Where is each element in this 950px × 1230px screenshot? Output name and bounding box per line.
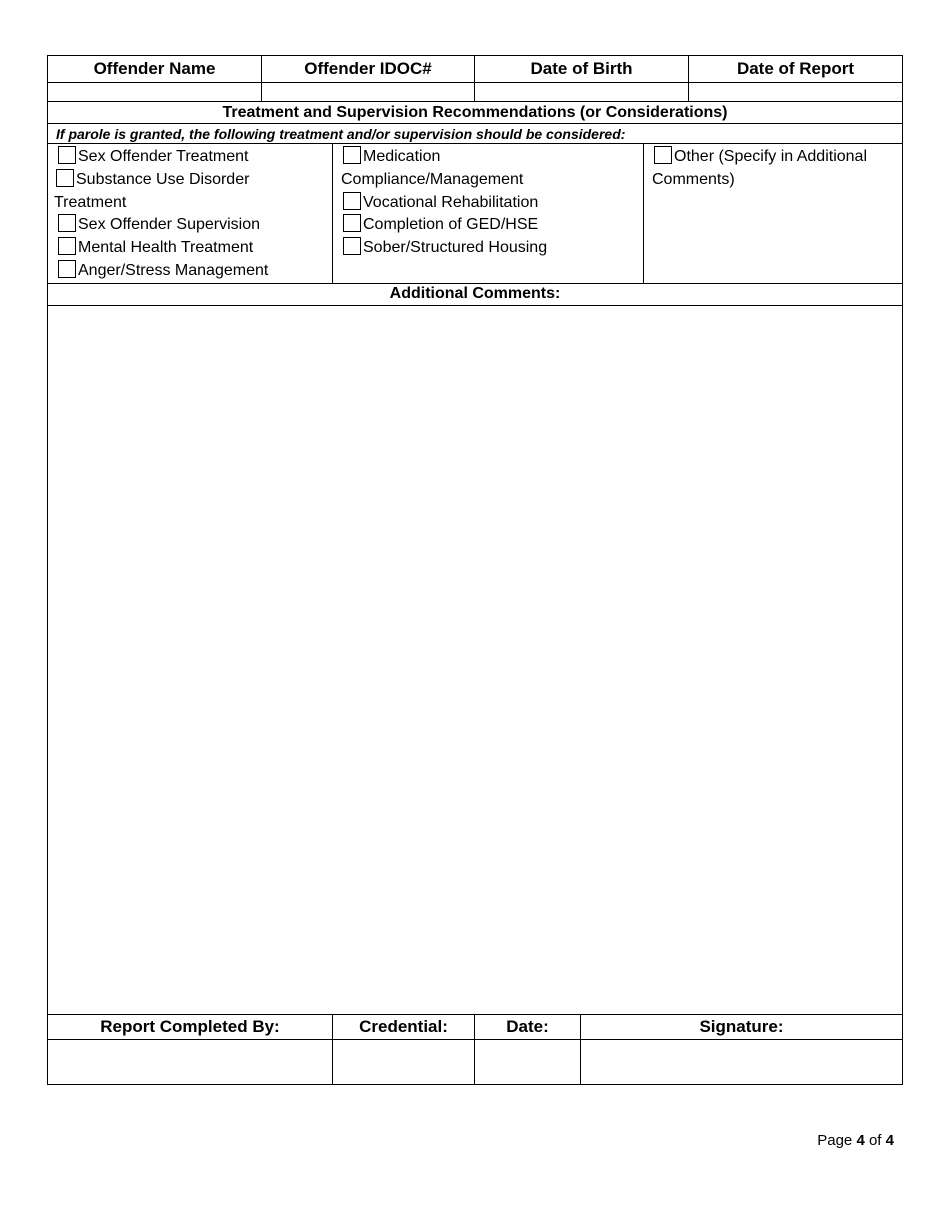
credential-header: Credential: (333, 1014, 475, 1039)
checkbox[interactable] (58, 146, 76, 164)
option-vocational-rehabilitation: Vocational Rehabilitation (341, 192, 635, 215)
options-column-1 (48, 144, 333, 284)
checkbox[interactable] (343, 192, 361, 210)
checkbox[interactable] (58, 237, 76, 255)
instruction-text: If parole is granted, the following treatment and/or supervision should be considered: (48, 124, 903, 144)
option-mental-health-treatment: Mental Health Treatment (56, 237, 324, 260)
checkbox[interactable] (654, 146, 672, 164)
checkbox[interactable] (343, 146, 361, 164)
offender-name-field[interactable] (48, 83, 262, 102)
report-completed-by-field[interactable] (48, 1039, 333, 1084)
option-sober-structured-housing: Sober/Structured Housing (341, 237, 635, 260)
date-header: Date: (475, 1014, 581, 1039)
option-medication-compliance: Medication Compliance/Management (341, 148, 524, 188)
checkbox[interactable] (343, 214, 361, 232)
recommendations-table (47, 101, 903, 1015)
report-completed-by-header: Report Completed By: (48, 1014, 333, 1039)
option-substance-use-disorder-treatment: Substance Use Disorder Treatment (54, 170, 250, 211)
page-number: Page 4 of 4 (817, 1132, 894, 1149)
signature-table (47, 1014, 903, 1085)
checkbox[interactable] (58, 214, 76, 232)
option-anger-stress-management: Anger/Stress Management (56, 260, 324, 283)
credential-field[interactable] (333, 1039, 475, 1084)
section-title: Treatment and Supervision Recommendations (or Considerations) (48, 102, 903, 124)
additional-comments-title: Additional Comments: (48, 283, 903, 305)
checkbox[interactable] (343, 237, 361, 255)
date-field[interactable] (475, 1039, 581, 1084)
options-column-3 (644, 144, 903, 284)
date-of-birth-header: Date of Birth (475, 56, 689, 83)
checkbox[interactable] (58, 260, 76, 278)
checkbox[interactable] (56, 169, 74, 187)
signature-header: Signature: (581, 1014, 903, 1039)
date-of-report-field[interactable] (689, 83, 903, 102)
parole-report-form (47, 55, 902, 1085)
option-other: Other (Specify in Additional Comments) (652, 148, 867, 188)
offender-idoc-field[interactable] (262, 83, 475, 102)
date-of-birth-field[interactable] (475, 83, 689, 102)
option-sex-offender-treatment: Sex Offender Treatment (56, 146, 324, 169)
offender-idoc-header: Offender IDOC# (262, 56, 475, 83)
offender-info-table (47, 55, 903, 102)
offender-name-header: Offender Name (48, 56, 262, 83)
option-sex-offender-supervision: Sex Offender Supervision (56, 214, 324, 237)
signature-field[interactable] (581, 1039, 903, 1084)
date-of-report-header: Date of Report (689, 56, 903, 83)
additional-comments-field[interactable] (48, 305, 903, 1014)
option-completion-ged-hse: Completion of GED/HSE (341, 214, 635, 237)
options-column-2 (333, 144, 644, 284)
